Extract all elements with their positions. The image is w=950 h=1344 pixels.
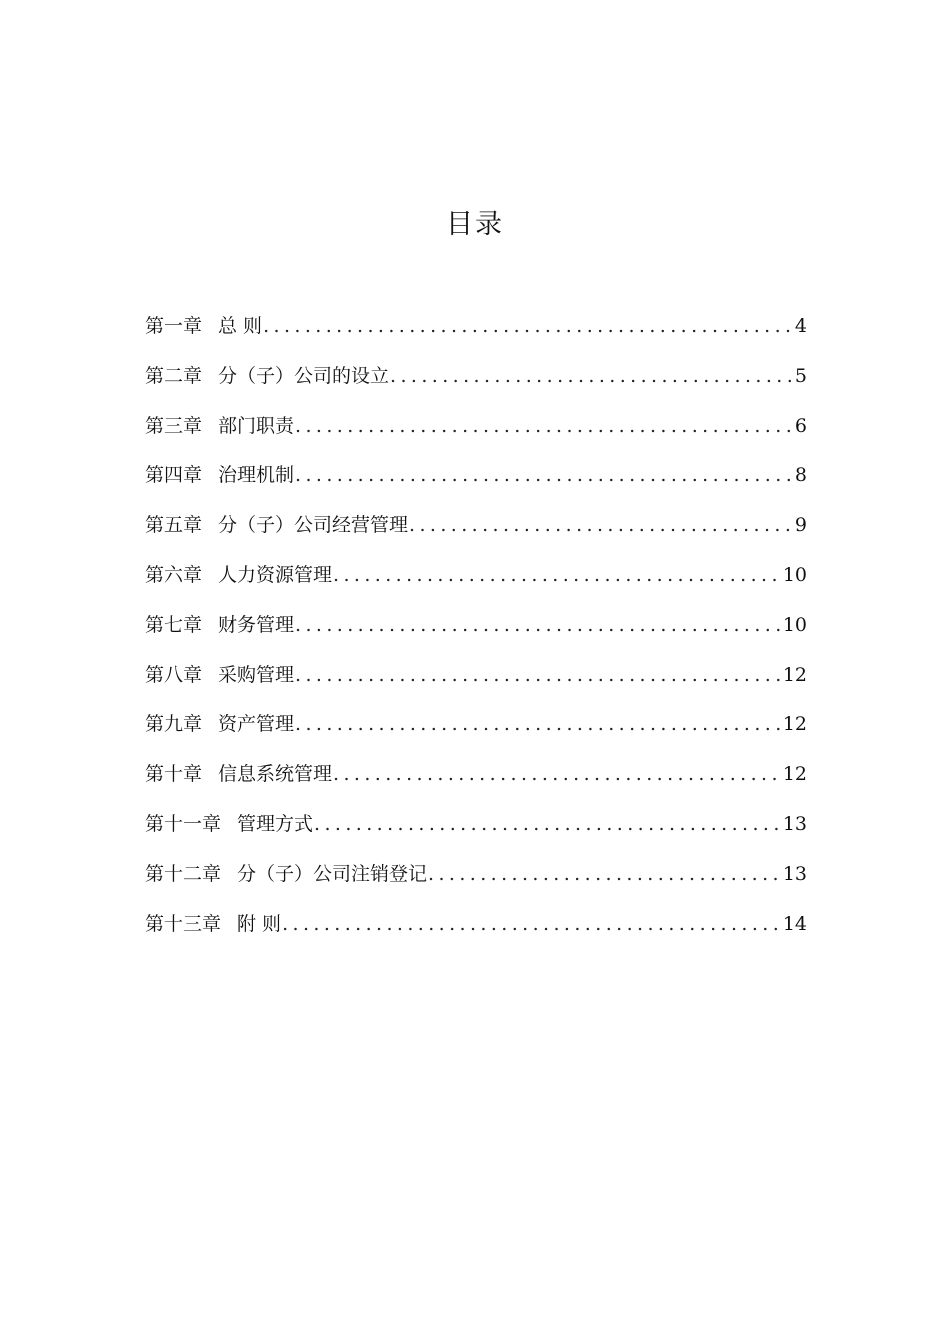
toc-chapter-number: 第四章 (145, 464, 203, 487)
toc-chapter-number: 第一章 (145, 315, 203, 337)
toc-dot-leader (390, 354, 792, 398)
toc-entry[interactable] (145, 653, 807, 703)
toc-page-number: 10 (782, 563, 807, 586)
toc-entry[interactable] (145, 702, 807, 752)
toc-page-number: 14 (782, 912, 807, 935)
toc-chapter-title: 信息系统管理 (218, 763, 333, 786)
toc-chapter-title: 分（子）公司经营管理 (218, 514, 409, 537)
table-of-contents (145, 304, 807, 951)
toc-chapter-number: 第六章 (145, 563, 203, 586)
toc-dot-leader (295, 453, 792, 497)
toc-chapter-number: 第九章 (145, 713, 203, 736)
toc-dot-leader (282, 902, 780, 946)
toc-chapter-title: 治理机制 (218, 464, 295, 487)
toc-dot-leader (428, 852, 780, 896)
toc-chapter-title: 财务管理 (218, 613, 295, 636)
toc-chapter-title: 管理方式 (237, 812, 314, 835)
toc-chapter-title: 采购管理 (218, 663, 295, 686)
toc-page-number: 9 (794, 514, 807, 537)
toc-entry[interactable] (145, 752, 807, 802)
toc-page-number: 4 (794, 315, 807, 337)
toc-page-number: 13 (782, 812, 807, 835)
toc-dot-leader (263, 304, 792, 348)
toc-entry[interactable] (145, 603, 807, 653)
toc-chapter-title: 部门职责 (218, 414, 295, 437)
toc-dot-leader (333, 752, 780, 796)
toc-chapter-title: 分（子）公司的设立 (218, 364, 390, 387)
toc-page-number: 6 (794, 414, 807, 437)
toc-entry[interactable] (145, 902, 807, 952)
toc-dot-leader (295, 603, 780, 647)
toc-page-number: 13 (782, 862, 807, 885)
toc-page-number: 8 (794, 464, 807, 487)
toc-chapter-title: 总 则 (218, 315, 263, 337)
toc-chapter-number: 第十三章 (145, 912, 222, 935)
toc-chapter-title: 人力资源管理 (218, 563, 333, 586)
toc-entry[interactable] (145, 354, 807, 404)
toc-chapter-number: 第十二章 (145, 862, 222, 885)
toc-entry[interactable] (145, 503, 807, 553)
toc-page-number: 12 (782, 763, 807, 786)
toc-entry[interactable] (145, 852, 807, 902)
page-title: 目录 (446, 209, 504, 240)
toc-dot-leader (314, 802, 780, 846)
toc-entry[interactable] (145, 453, 807, 503)
toc-chapter-number: 第十章 (145, 763, 203, 786)
toc-chapter-number: 第七章 (145, 613, 203, 636)
toc-chapter-number: 第十一章 (145, 812, 222, 835)
toc-page-number: 12 (782, 663, 807, 686)
toc-dot-leader (409, 503, 792, 547)
toc-entry[interactable] (145, 404, 807, 454)
toc-dot-leader (333, 553, 780, 597)
toc-page-number: 10 (782, 613, 807, 636)
toc-chapter-title: 附 则 (237, 912, 282, 935)
toc-page-number: 12 (782, 713, 807, 736)
toc-entry[interactable] (145, 553, 807, 603)
toc-entry[interactable] (145, 802, 807, 852)
toc-chapter-title: 分（子）公司注销登记 (237, 862, 428, 885)
toc-entry[interactable] (145, 304, 807, 354)
toc-chapter-number: 第八章 (145, 663, 203, 686)
toc-dot-leader (295, 404, 792, 448)
toc-chapter-number: 第三章 (145, 414, 203, 437)
toc-chapter-number: 第二章 (145, 364, 203, 387)
toc-dot-leader (295, 653, 780, 697)
toc-chapter-title: 资产管理 (218, 713, 295, 736)
toc-page-number: 5 (794, 364, 807, 387)
toc-dot-leader (295, 702, 780, 746)
toc-chapter-number: 第五章 (145, 514, 203, 537)
